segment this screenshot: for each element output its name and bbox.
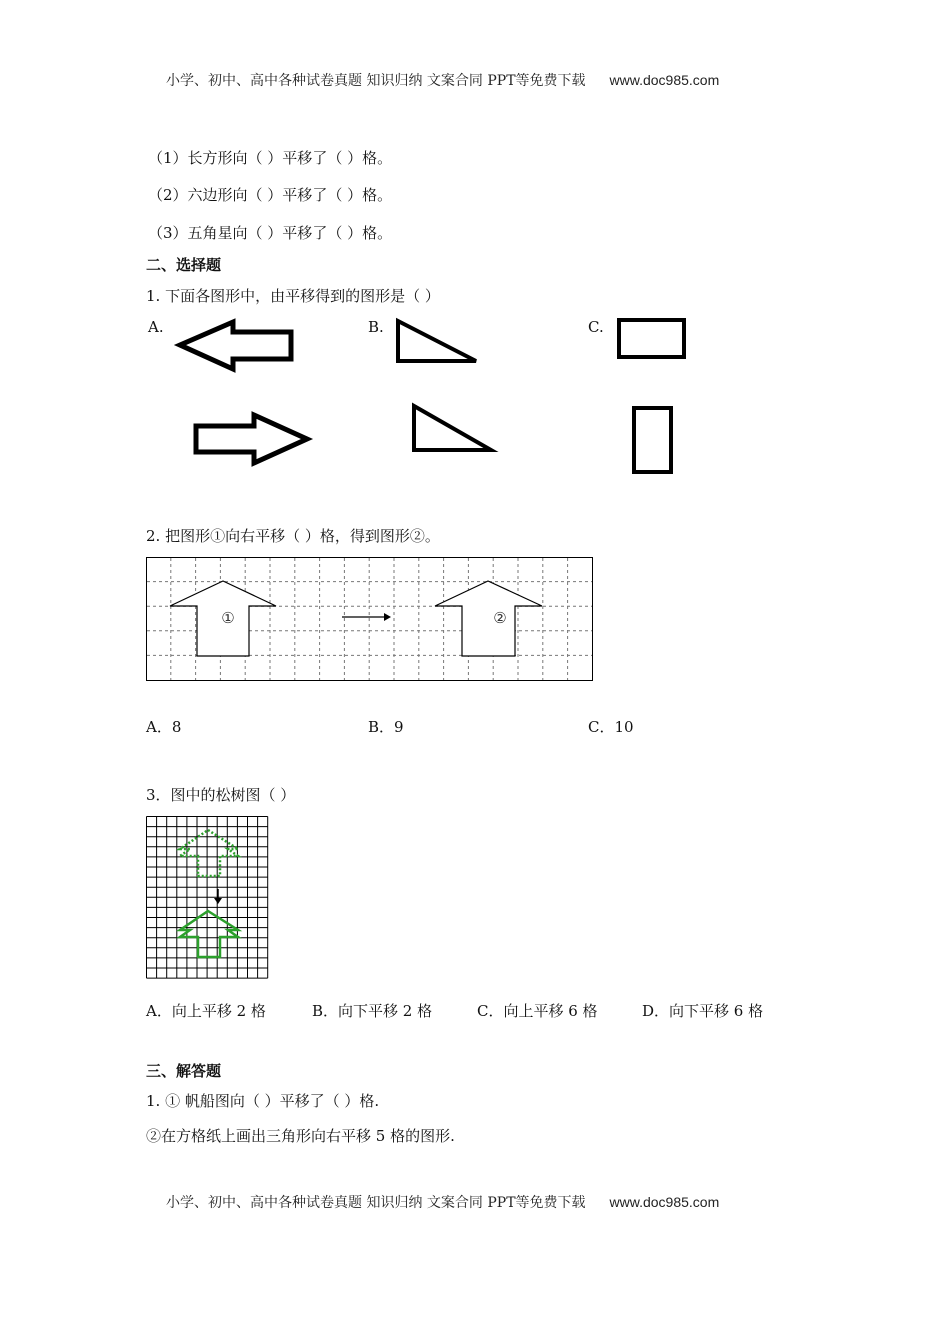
q1-figures (0, 0, 950, 500)
section3-title: 三、解答题 (146, 1062, 222, 1080)
figure-2-marker: ② (493, 609, 507, 627)
q3-option-b: B．向下平移 2 格 (312, 1002, 433, 1020)
rectangle-c2-shape (634, 408, 671, 472)
q2-option-c: C．10 (588, 718, 634, 736)
q3-option-d: D．向下平移 6 格 (642, 1002, 764, 1020)
footer-url[interactable]: www.doc985.com (609, 1194, 720, 1210)
q3-option-a: A．向上平移 2 格 (146, 1002, 266, 1020)
rectangle-c1-shape (619, 320, 684, 357)
section3-q1-line2: ②在方格纸上画出三角形向右平移 5 格的图形. (146, 1127, 455, 1145)
q2-option-a: A．8 (146, 718, 182, 736)
q3-option-c: C．向上平移 6 格 (477, 1002, 598, 1020)
q2-question: 2. 把图形①向右平移（ ）格，得到图形②。 (146, 527, 440, 545)
q2-grid (146, 557, 594, 682)
left-arrow-shape (180, 322, 291, 369)
part1-line-3: （3）五角星向（ ）平移了（ ）格。 (148, 224, 393, 242)
q3-question: 3．图中的松树图（ ） (146, 786, 296, 804)
translation-arrow-head (384, 613, 391, 621)
figure-1-marker: ① (221, 609, 235, 627)
section3-q1-line1: 1. ① 帆船图向（ ）平移了（ ）格. (146, 1092, 380, 1110)
part1-line-2: （2）六边形向（ ）平移了（ ）格。 (148, 186, 393, 204)
page-footer (166, 1192, 719, 1212)
right-arrow-shape (196, 415, 307, 463)
header-url[interactable]: www.doc985.com (609, 72, 720, 88)
q1-option-a-label: A. (148, 318, 164, 336)
header-text: 小学、初中、高中各种试卷真题 知识归纳 文案合同 PPT等免费下载 (166, 73, 586, 89)
q1-option-c-label: C. (588, 318, 604, 336)
move-arrow-head (214, 898, 222, 904)
part1-line-1: （1）长方形向（ ）平移了（ ）格。 (148, 149, 393, 167)
q1-option-b-label: B. (368, 318, 384, 336)
footer-text: 小学、初中、高中各种试卷真题 知识归纳 文案合同 PPT等免费下载 (166, 1195, 586, 1211)
q1-question: 1. 下面各图形中，由平移得到的图形是（ ） (146, 287, 440, 305)
section2-title: 二、选择题 (146, 256, 222, 274)
arrow-figure-2 (435, 581, 542, 656)
triangle-b1-shape (398, 321, 476, 361)
triangle-b2-shape (414, 406, 491, 450)
q2-option-b: B．9 (368, 718, 404, 736)
q3-grid (146, 816, 276, 979)
